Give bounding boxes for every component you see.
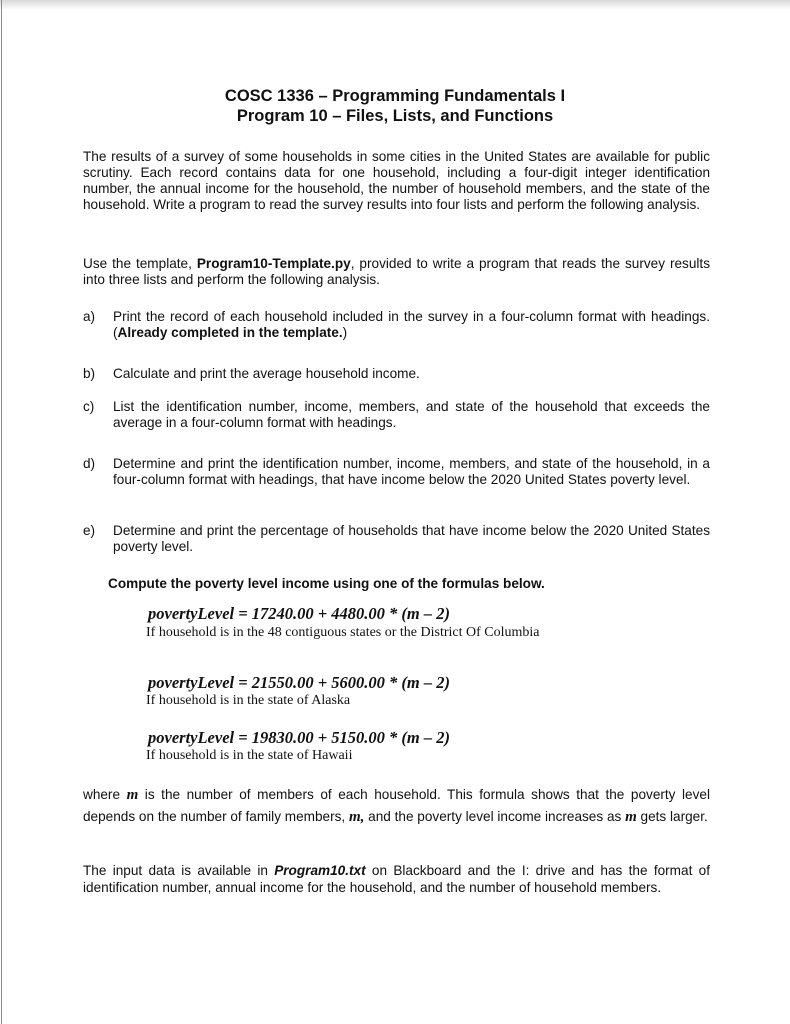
course-title: COSC 1336 – Programming Fundamentals I <box>224 87 566 105</box>
text: The input data is available in <box>83 863 275 878</box>
task-c <box>83 399 710 431</box>
where-paragraph <box>83 784 710 828</box>
text: is the number of members of each household. This formula shows that the poverty level depends on the number of family members, <box>83 787 710 824</box>
template-paragraph <box>83 256 710 288</box>
text: where <box>83 787 127 802</box>
variable-m: m <box>126 787 139 803</box>
input-filename: Program10.txt <box>274 863 366 878</box>
template-filename: Program10-Template.py <box>196 256 351 271</box>
task-e <box>83 523 710 555</box>
text: gets larger. <box>636 809 708 824</box>
compute-heading: Compute the poverty level income using one of the formulas below. <box>108 576 545 591</box>
task-text: Determine and print the percentage of households that have income below the 2020 United States poverty level. <box>113 523 710 554</box>
task-note: Already completed in the template. <box>117 325 343 340</box>
task-b <box>83 366 710 382</box>
task-label: e) <box>83 523 96 538</box>
formula-hawaii: povertyLevel = 19830.00 + 5150.00 * (m – 2) <box>148 728 450 747</box>
input-paragraph <box>83 862 710 896</box>
text: Use the template, <box>83 256 197 271</box>
task-text: Print the record of each household included in the survey in a four-column format with headings. ( <box>113 309 710 340</box>
task-text: Calculate and print the average household income. <box>113 366 420 381</box>
formula-condition: If household is in the state of Alaska <box>146 693 351 708</box>
task-label: b) <box>83 366 96 381</box>
task-d <box>83 456 710 488</box>
page-left-edge <box>1 0 2 1024</box>
variable-m: m <box>625 809 637 825</box>
text: ) <box>342 325 348 340</box>
task-text: List the identification number, income, members, and state of the household that exceeds the average in a four-column format with headings. <box>113 399 710 430</box>
formula-condition: If household is in the 48 contiguous states or the District Of Columbia <box>146 625 540 640</box>
task-label: c) <box>83 399 95 414</box>
intro-paragraph: The results of a survey of some households in some cities in the United States are available for public scrutiny. Each record contains data for one household, including a four-digit integer identification number, the annual income for the household, the number of household members, and the state of the household. Write a program to read the survey results into four lists and perform the following analysis. <box>83 149 710 212</box>
text: on Blackboard and the I: drive and has the format of identification number, annual income for the household, and the number of household members. <box>83 863 710 895</box>
formula-alaska: povertyLevel = 21550.00 + 5600.00 * (m – 2) <box>148 673 450 692</box>
formula-condition: If household is in the state of Hawaii <box>146 748 353 763</box>
text: and the poverty level income increases as <box>364 809 626 824</box>
task-label: d) <box>83 456 96 471</box>
formula-contiguous: povertyLevel = 17240.00 + 4480.00 * (m – 2) <box>148 604 450 623</box>
program-title: Program 10 – Files, Lists, and Functions <box>236 107 554 125</box>
text: , provided to write a program that reads the survey results into three lists and perform the following analysis. <box>83 256 710 287</box>
task-label: a) <box>83 309 96 324</box>
page-top-shadow <box>0 0 790 10</box>
task-a <box>83 309 710 341</box>
task-text: Determine and print the identification number, income, members, and state of the household, in a four-column format with headings, that have income below the 2020 United States poverty level. <box>113 456 710 487</box>
variable-m: m, <box>348 809 365 825</box>
